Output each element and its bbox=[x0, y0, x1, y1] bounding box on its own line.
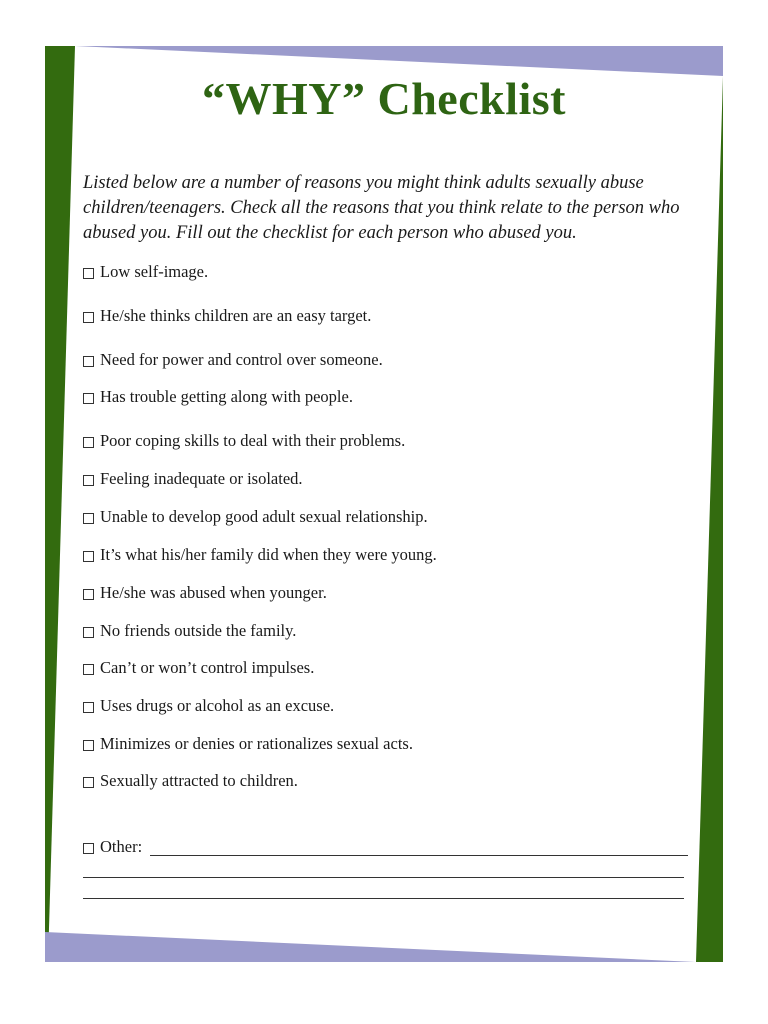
checklist-item bbox=[83, 658, 314, 678]
checkbox[interactable] bbox=[83, 777, 94, 788]
checkbox[interactable] bbox=[83, 393, 94, 404]
intro-line: Listed below are a number of reasons you might think adults sexually abuse bbox=[83, 173, 644, 193]
checklist-item-label: Unable to develop good adult sexual relationship. bbox=[100, 507, 428, 526]
checkbox[interactable] bbox=[83, 740, 94, 751]
checklist-item-label: He/she thinks children are an easy target. bbox=[100, 306, 372, 325]
checklist-item bbox=[83, 696, 334, 716]
checklist-item bbox=[83, 545, 437, 565]
checklist-item bbox=[83, 306, 371, 326]
checklist-item-label: Uses drugs or alcohol as an excuse. bbox=[100, 696, 335, 715]
checkbox[interactable] bbox=[83, 627, 94, 638]
checklist-item-label: Minimizes or denies or rationalizes sexual acts. bbox=[100, 734, 413, 753]
checklist-item-label: Need for power and control over someone. bbox=[100, 350, 383, 369]
other-item bbox=[83, 837, 142, 857]
checkbox[interactable] bbox=[83, 551, 94, 562]
checklist-item-label: No friends outside the family. bbox=[100, 621, 297, 640]
right-green-band bbox=[696, 76, 723, 962]
checklist-item-label: Sexually attracted to children. bbox=[100, 771, 298, 790]
checkbox[interactable] bbox=[83, 437, 94, 448]
checkbox[interactable] bbox=[83, 664, 94, 675]
checklist-item bbox=[83, 771, 298, 791]
checkbox[interactable] bbox=[83, 268, 94, 279]
checkbox[interactable] bbox=[83, 312, 94, 323]
checklist-item bbox=[83, 621, 296, 641]
checkbox[interactable] bbox=[83, 843, 94, 854]
other-write-in-line[interactable] bbox=[83, 877, 684, 878]
checklist-item-label: Poor coping skills to deal with their problems. bbox=[100, 431, 406, 450]
checkbox[interactable] bbox=[83, 475, 94, 486]
other-write-in-line[interactable] bbox=[150, 855, 688, 856]
checklist-item-label: Can’t or won’t control impulses. bbox=[100, 658, 315, 677]
checkbox[interactable] bbox=[83, 589, 94, 600]
checklist-item bbox=[83, 734, 413, 754]
checklist-item bbox=[83, 431, 405, 451]
checkbox[interactable] bbox=[83, 513, 94, 524]
intro-line: abused you. Fill out the checklist for each person who abused you. bbox=[83, 223, 577, 243]
other-label: Other: bbox=[100, 837, 143, 856]
checklist-item-label: Has trouble getting along with people. bbox=[100, 387, 353, 406]
checklist-item-label: It’s what his/her family did when they were young. bbox=[100, 545, 437, 564]
checklist-item-label: Low self-image. bbox=[100, 262, 209, 281]
checklist-item-label: Feeling inadequate or isolated. bbox=[100, 469, 303, 488]
page-title: “WHY” Checklist bbox=[202, 73, 566, 124]
intro-paragraph bbox=[83, 171, 680, 246]
checklist-item bbox=[83, 583, 327, 603]
checkbox[interactable] bbox=[83, 702, 94, 713]
checkbox[interactable] bbox=[83, 356, 94, 367]
other-write-in-line[interactable] bbox=[83, 898, 684, 899]
bottom-purple-band bbox=[45, 932, 696, 962]
checklist-item bbox=[83, 469, 303, 489]
left-green-band bbox=[45, 46, 75, 962]
checklist-item bbox=[83, 350, 383, 370]
checklist-item bbox=[83, 262, 208, 282]
intro-line: children/teenagers. Check all the reasons that you think relate to the person who bbox=[83, 198, 680, 218]
checklist-item bbox=[83, 507, 428, 527]
checklist-item bbox=[83, 387, 353, 407]
checklist-item-label: He/she was abused when younger. bbox=[100, 583, 327, 602]
